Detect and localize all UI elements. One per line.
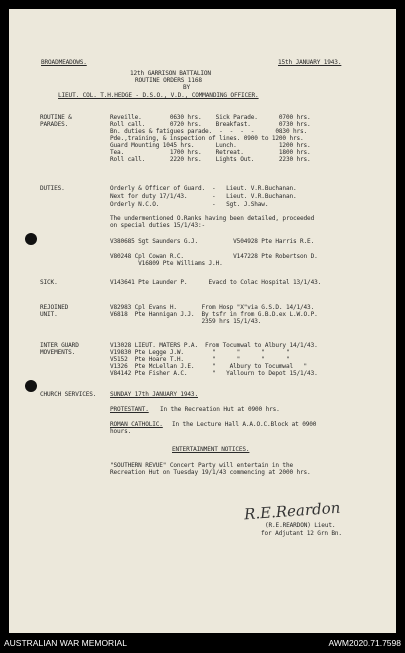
routine-heading-2: PARADES. bbox=[40, 121, 69, 128]
special-duties-personnel: V16809 Pte Williams J.H. bbox=[110, 260, 223, 267]
protestant-label: PROTESTANT. bbox=[110, 406, 149, 413]
inter-guard-line: V19830 Pte Legge J.W. " " " " bbox=[110, 349, 290, 356]
inter-guard-line: V1326 Pte McLellan J.E. " Albury to Tocumwal " bbox=[110, 363, 308, 370]
routine-line: Tea. 1700 hrs. Retreat. 1800 hrs. bbox=[110, 149, 311, 156]
routine-line: Roll call. 0720 hrs. Breakfast. 0730 hrs. bbox=[110, 121, 311, 128]
entertainment-line: Recreation Hut on Tuesday 19/1/43 commencing at 2000 hrs. bbox=[110, 469, 311, 476]
routine-heading-1: ROUTINE & bbox=[40, 114, 72, 121]
rejoined-line: 2359 hrs 15/1/43. bbox=[110, 318, 262, 325]
rejoined-line: V6818 Pte Hannigan J.J. By tsfr in from G.B.D.ex L.W.O.P. bbox=[110, 311, 318, 318]
entertainment-line: "SOUTHERN REVUE" Concert Party will entertain in the bbox=[110, 462, 293, 469]
inter-guard-heading-1: INTER GUARD bbox=[40, 342, 79, 349]
inter-guard-line: V5152 Pte Hoare T.H. " " " " bbox=[110, 356, 290, 363]
punch-hole-top bbox=[25, 233, 37, 245]
duties-line: Orderly N.C.O. - Sgt. J.Shaw. bbox=[110, 201, 269, 208]
routine-line: Reveille. 0630 hrs. Sick Parade. 0700 hrs. bbox=[110, 114, 311, 121]
unit-name: 12th GARRISON BATTALION bbox=[130, 70, 211, 77]
special-duties-intro: The undermentioned O.Ranks having been detailed, proceeded bbox=[110, 215, 315, 222]
archive-footer bbox=[0, 633, 405, 653]
inter-guard-line: V13028 LIEUT. MATERS P.A. From Tocumwal to Albury 14/1/43. bbox=[110, 342, 318, 349]
routine-line: Guard Mounting 1045 hrs. Lunch. 1200 hrs. bbox=[110, 142, 311, 149]
accession-number: AWM2020.71.7598 bbox=[328, 638, 401, 648]
special-duties-personnel: V380685 Sgt Saunders G.J. V504928 Pte Harris R.E. bbox=[110, 238, 315, 245]
sick-line: V143641 Pte Launder P. Evacd to Colac Hospital 13/1/43. bbox=[110, 279, 322, 286]
inter-guard-heading-2: MOVEMENTS. bbox=[40, 349, 76, 356]
order-date: 15th JANUARY 1943. bbox=[278, 59, 342, 66]
rejoined-heading-2: UNIT. bbox=[40, 311, 58, 318]
inter-guard-line: V84142 Pte Fisher A.C. " Yallourn to Depot 15/1/43. bbox=[110, 370, 318, 377]
special-duties-intro: on special duties 15/1/43:- bbox=[110, 222, 206, 229]
orders-number: ROUTINE ORDERS 1168 bbox=[135, 77, 202, 84]
signatory-role: for Adjutant 12 Grn Bn. bbox=[261, 530, 342, 537]
catholic-label: ROMAN CATHOLIC. bbox=[110, 421, 163, 428]
commander-line: LIEUT. COL. T.H.HEDGE - D.S.O., V.D., COMMANDING OFFICER. bbox=[58, 92, 259, 99]
special-duties-personnel: V80248 Cpl Cowan R.C. V147228 Pte Robertson D. bbox=[110, 253, 318, 260]
church-date: SUNDAY 17th JANUARY 1943. bbox=[110, 391, 198, 398]
catholic-text: In the Lecture Hall A.A.O.C.Block at 0900 bbox=[172, 421, 317, 428]
entertainment-heading: ENTERTAINMENT NOTICES. bbox=[172, 446, 250, 453]
catholic-text-cont: hours. bbox=[110, 428, 132, 435]
protestant-text: In the Recreation Hut at 0900 hrs. bbox=[160, 406, 280, 413]
routine-line: Roll call. 2220 hrs. Lights Out. 2230 hrs. bbox=[110, 156, 311, 163]
church-heading: CHURCH SERVICES. bbox=[40, 391, 97, 398]
handwritten-signature: R.E.Reardon bbox=[243, 498, 341, 524]
punch-hole-bottom bbox=[25, 380, 37, 392]
place: BROADMEADOWS. bbox=[41, 59, 87, 66]
sick-heading: SICK. bbox=[40, 279, 58, 286]
duties-heading: DUTIES. bbox=[40, 185, 65, 192]
by-line: BY bbox=[183, 84, 191, 91]
archive-name: AUSTRALIAN WAR MEMORIAL bbox=[4, 638, 127, 648]
duties-line: Next for duty 17/1/43. - Lieut. V.R.Buchanan. bbox=[110, 193, 297, 200]
duties-line: Orderly & Officer of Guard. - Lieut. V.R.Buchanan. bbox=[110, 185, 297, 192]
signatory-name: (R.E.REARDON) Lieut. bbox=[265, 522, 336, 529]
routine-line: Pde.,training, & inspection of lines. 0900 to 1200 hrs. bbox=[110, 135, 304, 142]
rejoined-heading-1: REJOINED bbox=[40, 304, 69, 311]
routine-line: Bn. duties & fatigues parade. - - - - 0830 hrs. bbox=[110, 128, 308, 135]
rejoined-line: V82983 Cpl Evans H. From Hosp "X"via G.S.D. 14/1/43. bbox=[110, 304, 315, 311]
